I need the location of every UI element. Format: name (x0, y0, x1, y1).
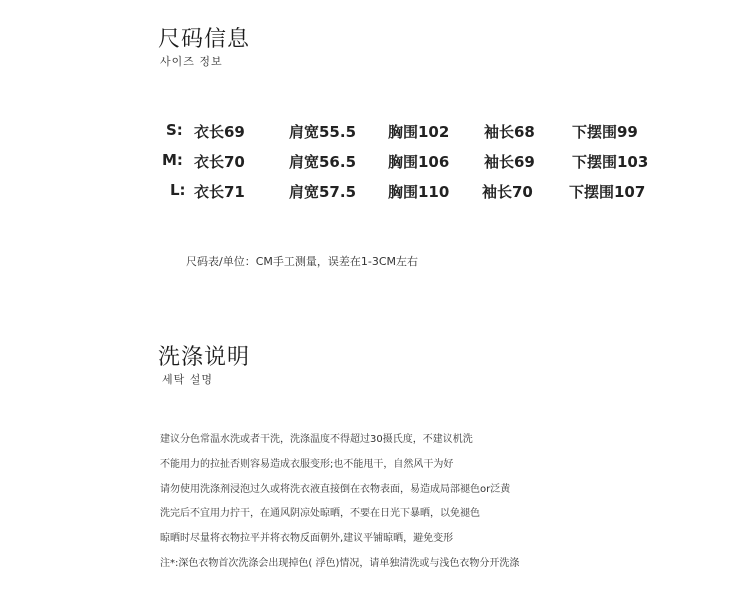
wash-line: 请勿使用洗涤剂浸泡过久或将洗衣液直接倒在衣物表面，易造成局部褪色or泛黄 (160, 484, 511, 495)
chest-value: 胸围110 (388, 183, 450, 201)
wash-line: 晾晒时尽量将衣物拉平并将衣物反面朝外,建议平铺晾晒，避免变形 (160, 533, 454, 544)
size-section-subtitle: 사이즈 정보 (160, 55, 223, 68)
hem-value: 下摆围107 (569, 183, 646, 201)
size-note: 尺码表/单位：CM手工测量，误差在1-3CM左右 (186, 255, 419, 268)
hem-value: 下摆围103 (572, 153, 649, 171)
shoulder-value: 肩宽57.5 (289, 183, 357, 201)
length-value: 衣长71 (194, 183, 245, 201)
size-section-title: 尺码信息 (158, 27, 251, 52)
chest-value: 胸围102 (388, 123, 450, 141)
length-value: 衣长69 (194, 123, 245, 141)
sleeve-value: 袖长70 (482, 183, 533, 201)
wash-line: 建议分色常温水洗或者干洗，洗涤温度不得超过30摄氏度，不建议机洗 (160, 434, 473, 445)
size-label: S: (166, 121, 183, 139)
wash-line: 洗完后不宜用力拧干，在通风阴凉处晾晒，不要在日光下暴晒，以免褪色 (160, 508, 480, 519)
size-label: L: (170, 181, 186, 199)
shoulder-value: 肩宽56.5 (289, 153, 357, 171)
sleeve-value: 袖长69 (484, 153, 535, 171)
wash-section-subtitle: 세탁 설명 (162, 373, 214, 386)
length-value: 衣长70 (194, 153, 245, 171)
wash-line: 注*:深色衣物首次洗涤会出现掉色( 浮色)情况，请单独清洗或与浅色衣物分开洗涤 (160, 558, 520, 569)
shoulder-value: 肩宽55.5 (289, 123, 357, 141)
chest-value: 胸围106 (388, 153, 450, 171)
wash-section-title: 洗涤说明 (158, 345, 251, 370)
size-label: M: (162, 151, 183, 169)
sleeve-value: 袖长68 (484, 123, 535, 141)
hem-value: 下摆围99 (572, 123, 638, 141)
wash-line: 不能用力的拉扯否则容易造成衣服变形;也不能甩干，自然风干为好 (160, 459, 454, 470)
